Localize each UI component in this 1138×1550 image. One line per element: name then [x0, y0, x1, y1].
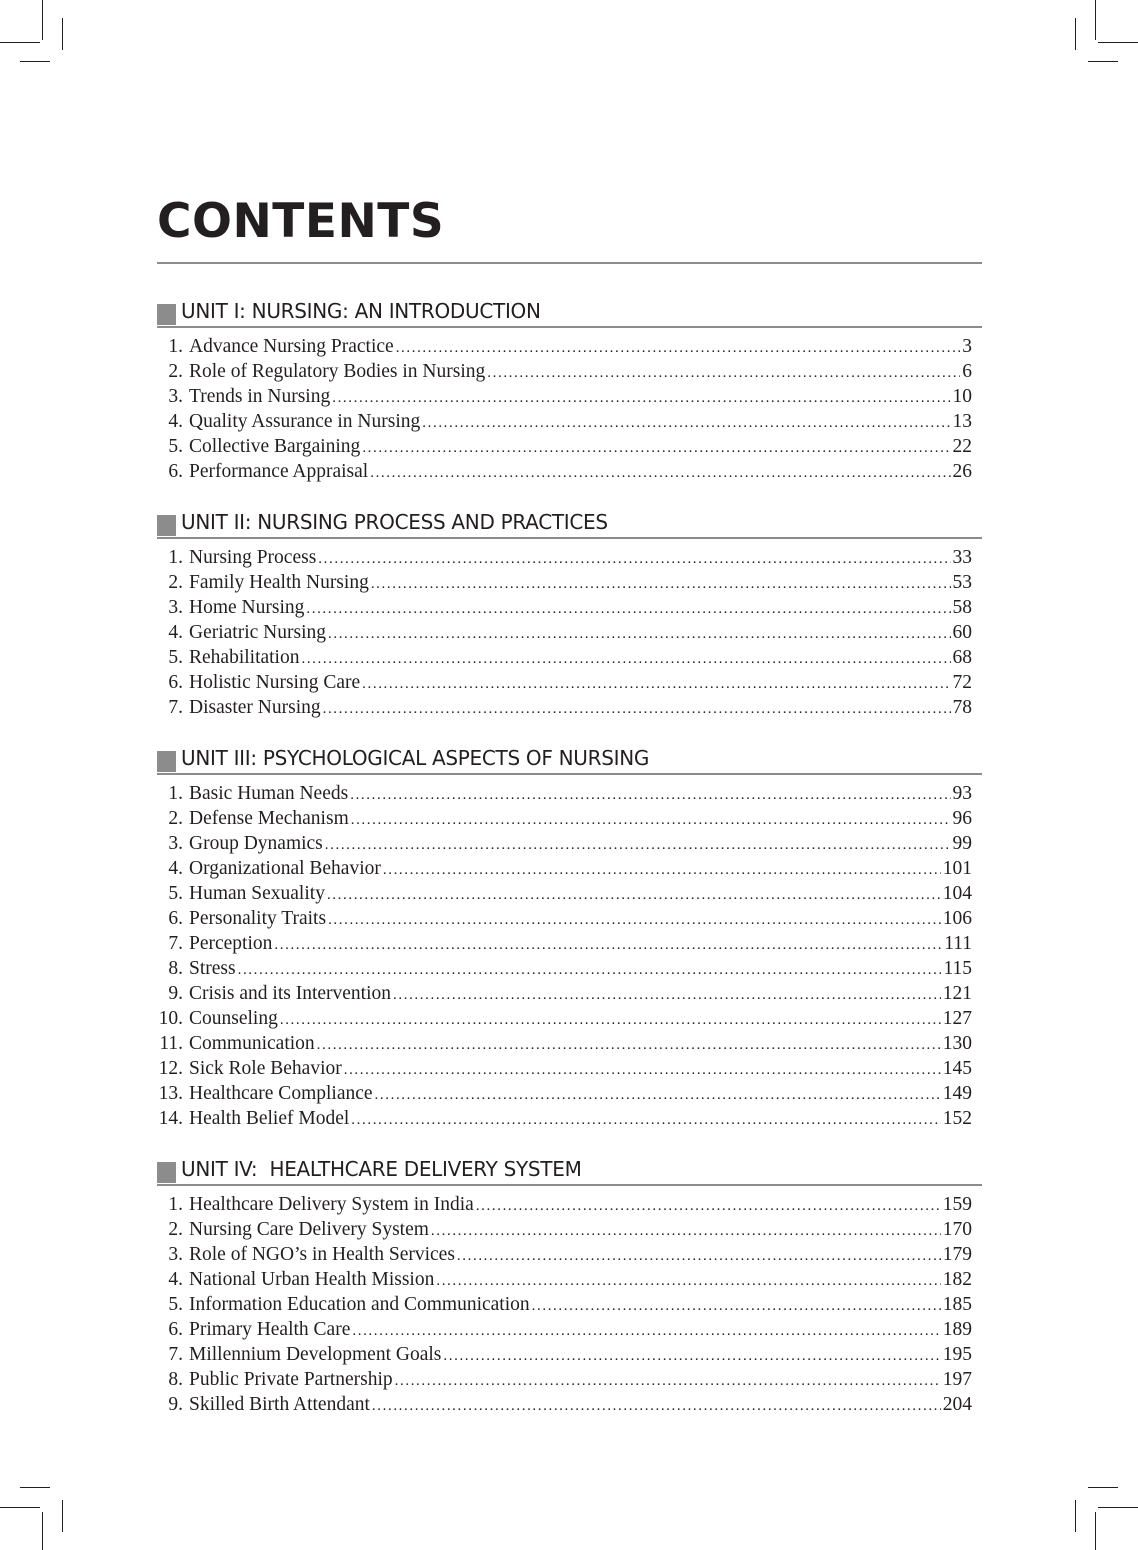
toc-entry-page: 99	[952, 833, 972, 854]
toc-entry-title: Rehabilitation	[189, 647, 300, 668]
toc-entry-number: 3.	[168, 833, 183, 854]
unit-heading	[157, 298, 982, 328]
toc-entry-title: Sick Role Behavior	[189, 1058, 342, 1079]
crop-mark	[1095, 0, 1096, 40]
toc-entry-title: Organizational Behavior	[189, 858, 381, 879]
toc-entry[interactable]	[157, 1106, 982, 1131]
page-title: CONTENTS	[157, 194, 445, 249]
dot-leader	[323, 697, 951, 722]
toc-entry[interactable]	[157, 1317, 982, 1342]
toc-entry-page: 195	[942, 1344, 972, 1365]
toc-entry-page: 13	[952, 411, 972, 432]
toc-entry[interactable]	[157, 570, 982, 595]
toc-list	[157, 1192, 982, 1417]
toc-entry-number: 2.	[168, 572, 183, 593]
crop-mark	[20, 61, 50, 62]
dot-leader	[476, 1194, 941, 1219]
toc-entry-number: 4.	[168, 622, 183, 643]
toc-entry-page: 72	[952, 672, 972, 693]
toc-entry-page: 22	[952, 436, 972, 457]
toc-entry[interactable]	[157, 1217, 982, 1242]
unit-section	[157, 298, 982, 484]
dot-leader	[362, 672, 950, 697]
toc-entry[interactable]	[157, 906, 982, 931]
toc-entry-number: 7.	[168, 697, 183, 718]
toc-entry-title: Nursing Process	[189, 547, 317, 568]
toc-entry-number: 2.	[168, 1219, 183, 1240]
toc-entry-page: 53	[952, 572, 972, 593]
crop-mark	[0, 1507, 40, 1508]
toc-entry-page: 197	[942, 1369, 972, 1390]
toc-entry-number: 6.	[168, 1319, 183, 1340]
dot-leader	[351, 808, 951, 833]
title-rule	[157, 262, 982, 264]
toc-entry-title: Performance Appraisal	[189, 461, 369, 482]
toc-entry[interactable]	[157, 695, 982, 720]
toc-entry-title: Communication	[189, 1033, 315, 1054]
toc-entry[interactable]	[157, 595, 982, 620]
toc-entry[interactable]	[157, 1367, 982, 1392]
toc-entry-page: 152	[942, 1108, 972, 1129]
toc-entry-page: 68	[952, 647, 972, 668]
toc-entry-title: Holistic Nursing Care	[189, 672, 361, 693]
toc-list	[157, 781, 982, 1131]
dot-leader	[301, 647, 950, 672]
toc-entry-title: Healthcare Delivery System in India	[189, 1194, 474, 1215]
toc-entry-page: 58	[952, 597, 972, 618]
dot-leader	[431, 1219, 941, 1244]
toc-entry-number: 10.	[158, 1008, 183, 1029]
toc-entry[interactable]	[157, 856, 982, 881]
dot-leader	[393, 983, 941, 1008]
toc-entry-page: 3	[962, 336, 972, 357]
toc-entry-page: 33	[952, 547, 972, 568]
toc-entry-page: 6	[962, 361, 972, 382]
toc-entry[interactable]	[157, 459, 982, 484]
toc-entry-page: 189	[942, 1319, 972, 1340]
toc-entry-title: Home Nursing	[189, 597, 305, 618]
toc-entry[interactable]	[157, 1006, 982, 1031]
toc-entry[interactable]	[157, 1392, 982, 1417]
toc-entry-page: 204	[942, 1394, 972, 1415]
toc-entry-title: Basic Human Needs	[189, 783, 349, 804]
toc-entry-title: Role of Regulatory Bodies in Nursing	[189, 361, 486, 382]
dot-leader	[306, 597, 950, 622]
dot-leader	[332, 386, 950, 411]
toc-entry-title: Collective Bargaining	[189, 436, 361, 457]
toc-entry[interactable]	[157, 334, 982, 359]
crop-mark	[62, 1500, 63, 1532]
dot-leader	[317, 1033, 941, 1058]
toc-entry-page: 111	[944, 933, 972, 954]
toc-entry-page: 145	[942, 1058, 972, 1079]
toc-entry-number: 4.	[168, 411, 183, 432]
toc-entry-title: Primary Health Care	[189, 1319, 351, 1340]
crop-mark	[42, 0, 43, 40]
crop-mark	[0, 42, 40, 43]
toc-entry-number: 9.	[168, 983, 183, 1004]
dot-leader	[274, 933, 942, 958]
toc-entry-number: 8.	[168, 1369, 183, 1390]
toc-entry-title: Personality Traits	[189, 908, 327, 929]
toc-entry-number: 7.	[168, 933, 183, 954]
dot-leader	[325, 833, 951, 858]
toc-entry-page: 26	[952, 461, 972, 482]
dot-leader	[280, 1008, 941, 1033]
dot-leader	[371, 572, 951, 597]
toc-entry[interactable]	[157, 981, 982, 1006]
toc-entry-number: 4.	[168, 1269, 183, 1290]
crop-mark	[62, 18, 63, 50]
dot-leader	[344, 1058, 941, 1083]
dot-leader	[370, 461, 950, 486]
toc-entry-number: 5.	[168, 1294, 183, 1315]
toc-entry-title: Trends in Nursing	[189, 386, 331, 407]
toc-entry-number: 1.	[168, 547, 183, 568]
toc-entry-number: 5.	[168, 647, 183, 668]
toc-entry-page: 10	[952, 386, 972, 407]
dot-leader	[372, 1394, 941, 1419]
unit-section	[157, 509, 982, 720]
dot-leader	[436, 1269, 940, 1294]
crop-mark	[42, 1512, 43, 1550]
toc-entry-title: Advance Nursing Practice	[189, 336, 394, 357]
toc-list	[157, 334, 982, 484]
toc-entry-title: Geriatric Nursing	[189, 622, 326, 643]
toc-entry[interactable]	[157, 359, 982, 384]
toc-entry-title: Healthcare Compliance	[189, 1083, 373, 1104]
toc-entry-number: 1.	[168, 783, 183, 804]
toc-entry-title: Stress	[189, 958, 236, 979]
toc-entry-title: Group Dynamics	[189, 833, 323, 854]
toc-entry-page: 185	[942, 1294, 972, 1315]
toc-entry[interactable]	[157, 1056, 982, 1081]
toc-entry-number: 3.	[168, 386, 183, 407]
dot-leader	[318, 547, 950, 572]
crop-mark	[1088, 1487, 1118, 1488]
dot-leader	[443, 1344, 940, 1369]
toc-entry-title: Human Sexuality	[189, 883, 325, 904]
toc-entry-number: 6.	[168, 461, 183, 482]
toc-entry[interactable]	[157, 881, 982, 906]
dot-leader	[383, 858, 941, 883]
toc-entry-title: Counseling	[189, 1008, 278, 1029]
unit-heading	[157, 1156, 982, 1186]
toc-entry-page: 182	[942, 1269, 972, 1290]
toc-entry[interactable]	[157, 1081, 982, 1106]
toc-entry-number: 13.	[158, 1083, 183, 1104]
toc-entry-title: Quality Assurance in Nursing	[189, 411, 421, 432]
unit-marker	[157, 304, 176, 325]
crop-mark	[1098, 42, 1138, 43]
dot-leader	[457, 1244, 941, 1269]
dot-leader	[487, 361, 960, 386]
toc-entry-page: 60	[952, 622, 972, 643]
toc-entry-number: 9.	[168, 1394, 183, 1415]
toc-list	[157, 545, 982, 720]
dot-leader	[328, 622, 951, 647]
dot-leader	[327, 883, 941, 908]
toc-entry[interactable]	[157, 645, 982, 670]
toc-entry-page: 115	[943, 958, 972, 979]
toc-entry-page: 101	[942, 858, 972, 879]
toc-entry[interactable]	[157, 434, 982, 459]
toc-entry-number: 2.	[168, 361, 183, 382]
toc-entry-number: 5.	[168, 436, 183, 457]
toc-entry[interactable]	[157, 1292, 982, 1317]
toc-entry[interactable]	[157, 1192, 982, 1217]
unit-marker	[157, 751, 176, 772]
crop-mark	[1088, 61, 1118, 62]
toc-entry-page: 93	[952, 783, 972, 804]
toc-entry[interactable]	[157, 409, 982, 434]
toc-entry-page: 179	[942, 1244, 972, 1265]
toc-entry-number: 1.	[168, 336, 183, 357]
toc-entry-number: 1.	[168, 1194, 183, 1215]
dot-leader	[362, 436, 950, 461]
toc-entry[interactable]	[157, 781, 982, 806]
toc-entry-title: Millennium Development Goals	[189, 1344, 442, 1365]
toc-entry-page: 104	[942, 883, 972, 904]
dot-leader	[396, 336, 961, 361]
toc-entry-page: 127	[942, 1008, 972, 1029]
unit-title: UNIT II: NURSING PROCESS AND PRACTICES	[181, 510, 608, 534]
toc-entry-title: Nursing Care Delivery System	[189, 1219, 429, 1240]
toc-entry-number: 6.	[168, 672, 183, 693]
toc-entry[interactable]	[157, 620, 982, 645]
toc-entry[interactable]	[157, 956, 982, 981]
unit-marker	[157, 1162, 176, 1183]
unit-title: UNIT I: NURSING: AN INTRODUCTION	[181, 299, 541, 323]
toc-entry-number: 6.	[168, 908, 183, 929]
toc-entry-number: 14.	[158, 1108, 183, 1129]
crop-mark	[1095, 1512, 1096, 1550]
toc-entry-title: Information Education and Communication	[189, 1294, 530, 1315]
toc-entry-number: 5.	[168, 883, 183, 904]
crop-mark	[20, 1487, 50, 1488]
toc-entry-page: 130	[942, 1033, 972, 1054]
toc-entry[interactable]	[157, 1242, 982, 1267]
toc-entry-number: 8.	[168, 958, 183, 979]
toc-entry-title: Perception	[189, 933, 273, 954]
toc-entry-page: 170	[942, 1219, 972, 1240]
toc-entry-title: Role of NGO’s in Health Services	[189, 1244, 455, 1265]
dot-leader	[328, 908, 941, 933]
toc-entry-page: 78	[952, 697, 972, 718]
unit-title: UNIT IV: HEALTHCARE DELIVERY SYSTEM	[181, 1157, 582, 1181]
unit-marker	[157, 515, 176, 536]
toc-entry-number: 2.	[168, 808, 183, 829]
toc-entry-page: 96	[952, 808, 972, 829]
toc-entry-number: 4.	[168, 858, 183, 879]
toc-entry-number: 7.	[168, 1344, 183, 1365]
crop-mark	[1075, 1500, 1076, 1532]
toc-entry-title: Crisis and its Intervention	[189, 983, 392, 1004]
toc-entry-title: Disaster Nursing	[189, 697, 321, 718]
toc-entry-page: 121	[942, 983, 972, 1004]
toc-entry[interactable]	[157, 545, 982, 570]
toc-entry-page: 106	[942, 908, 972, 929]
dot-leader	[352, 1319, 940, 1344]
toc-entry[interactable]	[157, 831, 982, 856]
dot-leader	[350, 783, 950, 808]
toc-entry-title: Public Private Partnership	[189, 1369, 393, 1390]
toc-entry-title: National Urban Health Mission	[189, 1269, 435, 1290]
dot-leader	[532, 1294, 941, 1319]
toc-entry[interactable]	[157, 931, 982, 956]
unit-heading	[157, 745, 982, 775]
crop-mark	[1098, 1507, 1138, 1508]
toc-entry-number: 3.	[168, 1244, 183, 1265]
dot-leader	[375, 1083, 941, 1108]
unit-section	[157, 745, 982, 1131]
toc-entry-title: Family Health Nursing	[189, 572, 369, 593]
unit-heading	[157, 509, 982, 539]
toc-entry[interactable]	[157, 670, 982, 695]
dot-leader	[351, 1108, 940, 1133]
toc-entry-title: Defense Mechanism	[189, 808, 349, 829]
unit-section	[157, 1156, 982, 1417]
dot-leader	[238, 958, 942, 983]
toc-entry-page: 159	[942, 1194, 972, 1215]
toc-entry[interactable]	[157, 806, 982, 831]
crop-mark	[1075, 18, 1076, 50]
toc-entry-title: Skilled Birth Attendant	[189, 1394, 370, 1415]
dot-leader	[395, 1369, 941, 1394]
toc-entry[interactable]	[157, 384, 982, 409]
toc-entry-number: 11.	[159, 1033, 183, 1054]
dot-leader	[422, 411, 950, 436]
toc-entry[interactable]	[157, 1031, 982, 1056]
unit-title: UNIT III: PSYCHOLOGICAL ASPECTS OF NURSING	[181, 746, 650, 770]
toc-entry-number: 12.	[158, 1058, 183, 1079]
toc-entry-page: 149	[942, 1083, 972, 1104]
toc-entry[interactable]	[157, 1342, 982, 1367]
toc-entry-number: 3.	[168, 597, 183, 618]
toc-entry[interactable]	[157, 1267, 982, 1292]
toc-entry-title: Health Belief Model	[189, 1108, 350, 1129]
